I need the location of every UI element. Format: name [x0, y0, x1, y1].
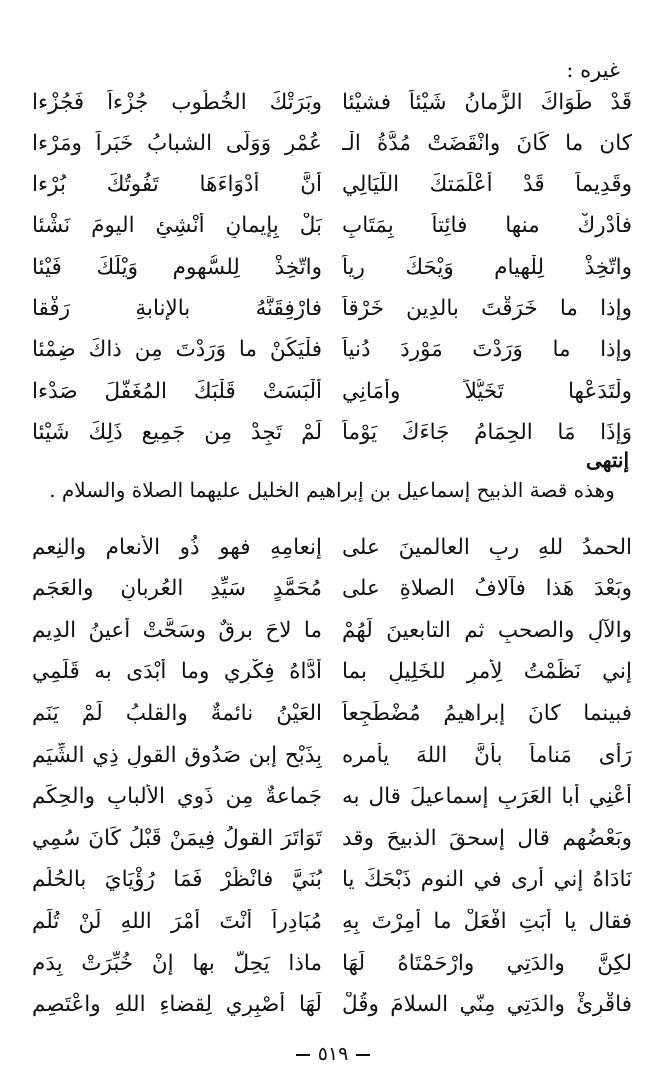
hemistich-right: فأَدْرِكْ منها فائِتاً بِمَتَابٍ	[342, 213, 632, 239]
hemistich-left: فارْفِقَنَّهُ بالإِنابةِ رَفْقا	[32, 296, 322, 321]
hemistich-right: ولْتَدَعْها تَخَيُّلاً وأمَانِي	[342, 378, 632, 404]
hemistich-right: لكِنَّ والدَتِي وارْحَمْتَاهُ لَهَا	[342, 950, 632, 976]
hemistich-left: ماذا يَحِلُّ بها إنْ خُبِّرَتْ بِدَمِ	[32, 950, 322, 976]
hemistich-right: الحمدُ للهِ ربِ العالمينَ على	[342, 534, 632, 560]
hemistich-right: واتّخِذْ لِلْهيامِ وَيْحَكَ رِياً	[342, 254, 632, 280]
page-number	[0, 1043, 666, 1065]
verse-line	[32, 165, 632, 205]
verse-line	[32, 610, 632, 650]
verse-line	[32, 860, 632, 900]
verse-line	[32, 371, 632, 411]
hemistich-left: بَلْ بِإِيمانٍ أَنْشِئِ اليومَ نَشْئا	[32, 213, 322, 239]
end-marker: إنتهى	[586, 448, 630, 472]
verse-line	[32, 652, 632, 692]
hemistich-right: وبَعْضُهم قال إسحقَ الذبيحَ وقد	[342, 825, 632, 851]
hemistich-left: لَمْ تَجِدْ مِن جَمِيعِ ذَلِكَ شَيْئا	[32, 419, 322, 445]
hemistich-left: أَنَّ أدْوَاءَهَا تَفُوتُكَ بُرْءا	[32, 172, 322, 198]
hemistich-left: تَوَاتَرَ القولُ فِيمَنْ قَبْلُ كَانَ سُمِي	[32, 825, 322, 851]
hemistich-left: عُمْرِ وَوَلَّى الشبابُ خَبَراً ومَرْءا	[32, 130, 322, 156]
dash-left	[296, 1054, 310, 1056]
hemistich-right: وبَعْدَ هَذا فآلافُ الصلاةِ على	[342, 576, 632, 602]
section-header: غيره :	[566, 58, 620, 82]
story-intro: وهذه قصة الذبيح إسماعيل بن إبراهيم الخليل عليهما الصلاة والسلام .	[49, 478, 615, 502]
hemistich-right: إني نَظَمْتُ لِأَمرٍ للخَلِيلِ بما	[342, 659, 632, 685]
hemistich-left: مُحَمَّدٍ سَيِّدِ العُربانِ والعَجَمِ	[32, 576, 322, 602]
hemistich-left: أَلْبَسَتْ قَلْبَكَ المُغَفَّلَ صَدْءا	[32, 378, 322, 404]
verse-line	[32, 330, 632, 370]
hemistich-right: قَدْ طَوَاكَ الزَّمانُ شَيْئاً فشيْئا	[342, 89, 632, 115]
verse-line	[32, 123, 632, 163]
hemistich-left: لَهَا أصْبِرِي لِقضاءِ اللهِ واعْتَصِمِ	[32, 992, 322, 1018]
verse-line	[32, 943, 632, 983]
verse-line	[32, 818, 632, 858]
verse-line	[32, 985, 632, 1025]
hemistich-left: وبَرَتْكَ الخُطُوب جُزْءاً فَجُزْءا	[32, 89, 322, 115]
verse-line	[32, 289, 632, 329]
hemistich-left: ما لاحَ برقٌ وسَحَّتْ أعينُ الدِيمِ	[32, 617, 322, 643]
hemistich-left: العَيْنُ نائمةٌ والقلبُ لَمْ يَنَمِ	[32, 700, 322, 726]
hemistich-left: بُنَيَّ فانْظُرْ فَمَا رُؤْيَايَ بالحُلُمِ	[32, 867, 322, 893]
hemistich-right: رَأى مَناماً بأنَّ اللهَ يأمره	[342, 742, 632, 768]
hemistich-right: والآلِ والصحبِ ثم التابعينَ لَهُمْ	[342, 617, 632, 643]
hemistich-left: أدَّاهُ فِكْرِي وما أَبْدَى به قَلَمِي	[32, 659, 322, 685]
hemistich-left: واتّخِذْ لِلسُّهومِ وَيْلَكَ فَيْئا	[32, 254, 322, 280]
hemistich-right: فاقْرِئْ والدَتِي مِنّي السلامَ وقُلْ	[342, 992, 632, 1018]
hemistich-right: وَإِذَا مَا الحِمَامُ جَاءَكَ يَوْماً	[342, 419, 632, 445]
hemistich-right: كان ما كَانَ وانْقَضَتْ مُدَّةُ الْـ	[342, 130, 632, 156]
hemistich-right: وإذا ما وَرَدْتَ مَوْرِدَ دُنياً	[342, 337, 632, 363]
hemistich-left: بِذَبْحِ إبنٍ صَدُوقِ القولِ ذِي الشِّيَمِ	[32, 742, 322, 768]
verse-line	[32, 777, 632, 817]
verse-line	[32, 412, 632, 452]
hemistich-right: فبينما كانَ إبراهيمُ مُضْطَجِعاً	[342, 700, 632, 726]
verse-line	[32, 247, 632, 287]
hemistich-right: فقال يا أبَتِ افْعَلْ ما أُمِرْتَ بِهِ	[342, 908, 632, 934]
verse-line	[32, 693, 632, 733]
verse-line	[32, 735, 632, 775]
dash-right	[356, 1054, 370, 1056]
hemistich-left: إنعامِهِ فهو ذُو الأنعامِ والنِعمِ	[32, 534, 322, 560]
hemistich-left: مُبَادِراً أنْتَ أمْرَ اللهِ لَنْ تُلَمِ	[32, 908, 322, 934]
verse-line	[32, 527, 632, 567]
hemistich-left: جَماعةٌ مِن ذَوِي الألبابِ والحِكَمِ	[32, 784, 322, 810]
hemistich-right: وإِذا ما خَرَقْتَ بالدِين خَرْقاً	[342, 296, 632, 321]
page-number-text: ٥١٩	[317, 1043, 349, 1065]
verse-line	[32, 206, 632, 246]
hemistich-right: وقَدِيماً قَدْ أَعْلَمَتكَ اللَّيَالِي	[342, 172, 632, 198]
verse-line	[32, 569, 632, 609]
hemistich-right: أَعْنِي أبا العَرَبِ إسماعيلَ قال به	[342, 784, 632, 810]
verse-line	[32, 901, 632, 941]
hemistich-left: فلْيَكُنْ ما وَرَدْتَ مِن ذاكَ ضِمْئا	[32, 337, 322, 363]
verse-line	[32, 82, 632, 122]
hemistich-right: نَادَاهُ إني أرى في النومِ ذَبْحَكَ يا	[342, 867, 632, 893]
